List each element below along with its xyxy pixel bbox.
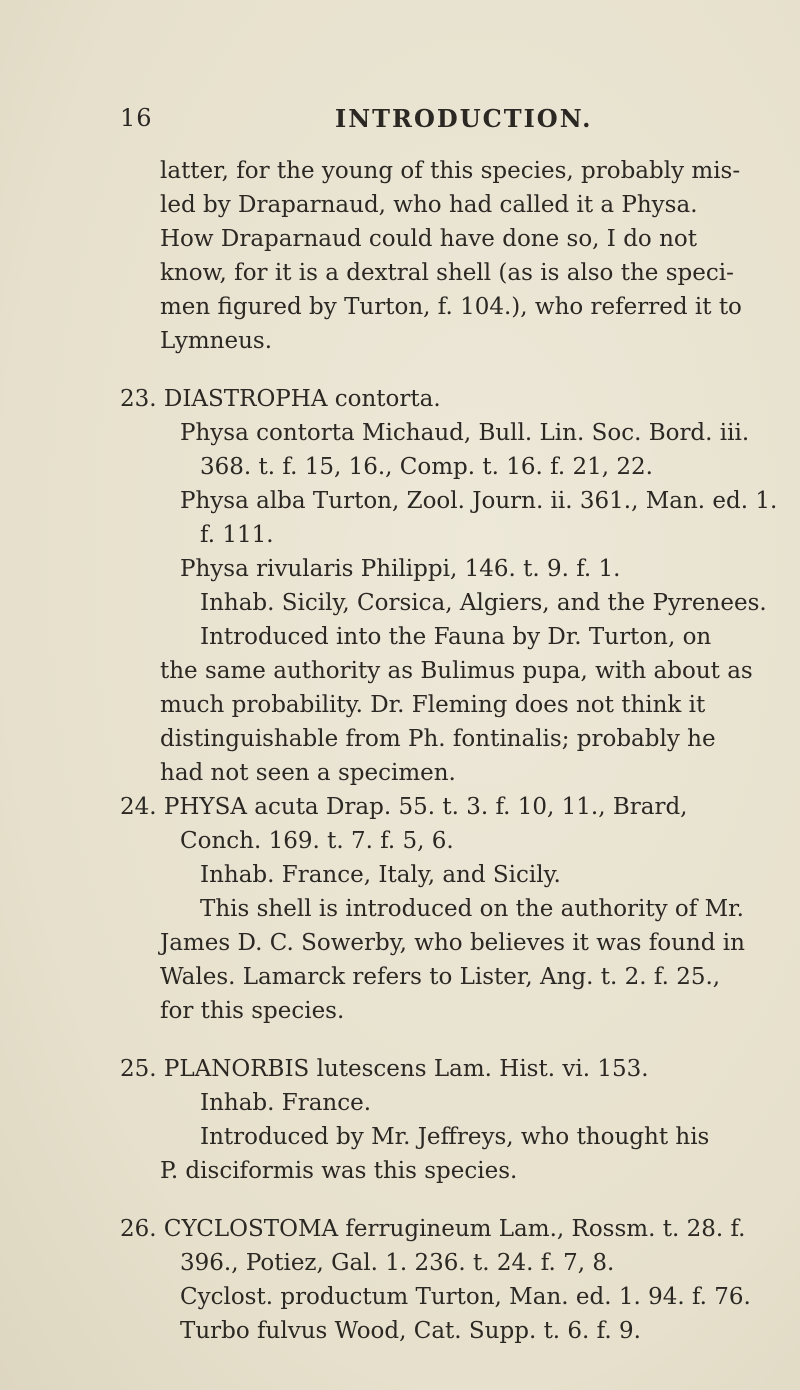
text-line: much probability. Dr. Fleming does not think it [160,692,706,718]
text-line: 23. DIASTROPHA contorta. [120,386,441,412]
running-head: INTRODUCTION. [335,104,593,133]
text-line: P. disciformis was this species. [160,1158,518,1184]
text-line: 25. PLANORBIS lutescens Lam. Hist. vi. 153. [120,1056,649,1082]
text-line: had not seen a specimen. [160,760,456,786]
text-line: Introduced into the Fauna by Dr. Turton, on [200,624,712,650]
text-line: 26. CYCLOSTOMA ferrugineum Lam., Rossm. t. 28. f. [120,1216,746,1242]
text-line: Turbo fulvus Wood, Cat. Supp. t. 6. f. 9. [180,1318,641,1344]
text-line: Physa contorta Michaud, Bull. Lin. Soc. Bord. iii. [180,420,750,446]
text-line: Inhab. France. [200,1090,372,1116]
text-line: 396., Potiez, Gal. 1. 236. t. 24. f. 7, 8. [180,1250,615,1276]
text-line: This shell is introduced on the authority of Mr. [200,896,744,922]
text-line: 368. t. f. 15, 16., Comp. t. 16. f. 21, 22. [200,454,653,480]
page-number: 16 [120,104,153,132]
text-line: How Draparnaud could have done so, I do not [160,226,697,252]
page-header [120,104,680,144]
text-line: Physa alba Turton, Zool. Journ. ii. 361., Man. ed. 1. [180,488,778,514]
text-line: distinguishable from Ph. fontinalis; probably he [160,726,716,752]
text-line: Inhab. Sicily, Corsica, Algiers, and the Pyrenees. [200,590,767,616]
paragraph-gap [120,1188,705,1212]
text-line: men figured by Turton, f. 104.), who referred it to [160,294,742,320]
text-line: led by Draparnaud, who had called it a Physa. [160,192,698,218]
body-text [120,154,778,1348]
text-line: Inhab. France, Italy, and Sicily. [200,862,561,888]
text-line: Lymneus. [160,328,273,354]
text-line: the same authority as Bulimus pupa, with about as [160,658,753,684]
text-line: James D. C. Sowerby, who believes it was found in [160,930,745,956]
text-line: Wales. Lamarck refers to Lister, Ang. t. 2. f. 25., [160,964,721,990]
text-line: Physa rivularis Philippi, 146. t. 9. f. 1. [180,556,621,582]
text-line: Conch. 169. t. 7. f. 5, 6. [180,828,454,854]
text-line: for this species. [160,998,345,1024]
text-line: latter, for the young of this species, probably mis- [160,158,741,184]
text-line: 24. PHYSA acuta Drap. 55. t. 3. f. 10, 11., Brard, [120,794,688,820]
paragraph-gap [120,1028,705,1052]
text-line: f. 111. [200,522,274,548]
text-line: Introduced by Mr. Jeffreys, who thought his [200,1124,710,1150]
paragraph-gap [120,358,705,382]
text-line: know, for it is a dextral shell (as is also the speci- [160,260,734,286]
text-line: Cyclost. productum Turton, Man. ed. 1. 94. f. 76. [180,1284,751,1310]
